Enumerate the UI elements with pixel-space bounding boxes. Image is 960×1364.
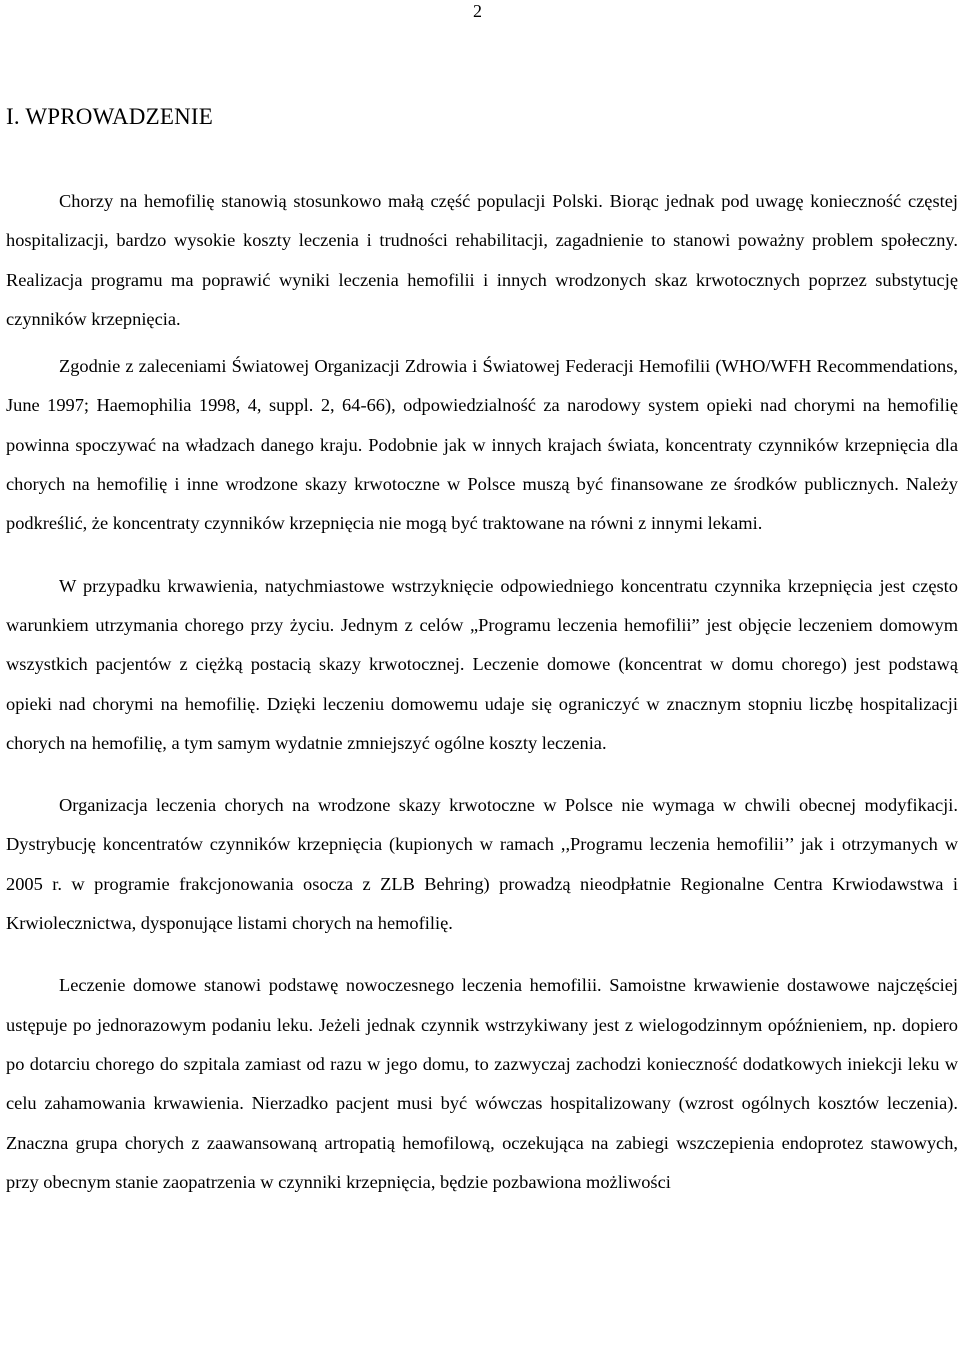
paragraph-2: Zgodnie z zaleceniami Światowej Organizacji Zdrowia i Światowej Federacji Hemofilii (WHO/WFH Recommendations, June 1997; Haemophilia 1998, 4, suppl. 2, 64-66), odpowiedzialność za narodowy system opieki nad chorymi na hemofilię powinna spoczywać na władzach danego kraju. Podobnie jak w innych krajach świata, koncentraty czynników krzepnięcia dla chorych na hemofilię i inne wrodzone skazy krwotoczne w Polsce muszą być finansowane ze środków publicznych. Należy podkreślić, że koncentraty czynników krzepnięcia nie mogą być traktowane na równi z innymi lekami. [6, 356, 958, 534]
paragraph-3: W przypadku krwawienia, natychmiastowe wstrzyknięcie odpowiedniego koncentratu czynnika krzepnięcia jest często warunkiem utrzymania chorego przy życiu. Jednym z celów „Programu leczenia hemofilii” jest objęcie leczeniem domowym wszystkich pacjentów z ciężką postacią skazy krwotocznej. Leczenie domowe (koncentrat w domu chorego) jest podstawą opieki nad chorymi na hemofilię. Dzięki leczeniu domowemu udaje się ograniczyć w znacznym stopniu liczbę hospitalizacji chorych na hemofilię, a tym samym wydatnie zmniejszyć ogólne koszty leczenia. [6, 575, 958, 753]
section-heading: I. WPROWADZENIE [6, 104, 213, 129]
paragraph-5: Leczenie domowe stanowi podstawę nowoczesnego leczenia hemofilii. Samoistne krwawienie dostawowe najczęściej ustępuje po jednorazowym podaniu leku. Jeżeli jednak czynnik wstrzykiwany jest z wielogodzinnym opóźnieniem, np. dopiero po dotarciu chorego do szpitala zamiast od razu w jego domu, to zazwyczaj zachodzi konieczność dodatkowych iniekcji leku w celu zahamowania krwawienia. Nierzadko pacjent musi być wówczas hospitalizowany (wzrost ogólnych kosztów leczenia). Znaczna grupa chorych z zaawansowaną artropatią hemofilową, oczekująca na zabiegi wszczepienia endoprotez stawowych, przy obecnym stanie zaopatrzenia w czynniki krzepnięcia, będzie pozbawiona możliwości [6, 975, 958, 1192]
page-number: 2 [473, 1, 482, 21]
paragraph-1: Chorzy na hemofilię stanowią stosunkowo małą część populacji Polski. Biorąc jednak pod uwagę konieczność częstej hospitalizacji, bardzo wysokie koszty leczenia i trudności rehabilitacji, zagadnienie to stanowi poważny problem społeczny. Realizacja programu ma poprawić wyniki leczenia hemofilii i innych wrodzonych skaz krwotocznych poprzez substytucję czynników krzepnięcia. [6, 191, 958, 329]
paragraph-4: Organizacja leczenia chorych na wrodzone skazy krwotoczne w Polsce nie wymaga w chwili obecnej modyfikacji. Dystrybucję koncentratów czynników krzepnięcia (kupionych w ramach ,,Programu leczenia hemofilii’’ jak i otrzymanych w 2005 r. w programie frakcjonowania osocza z ZLB Behring) prowadzą nieodpłatnie Regionalne Centra Krwiodawstwa i Krwiolecznictwa, dysponujące listami chorych na hemofilię. [6, 795, 958, 934]
body-text [6, 182, 958, 1202]
